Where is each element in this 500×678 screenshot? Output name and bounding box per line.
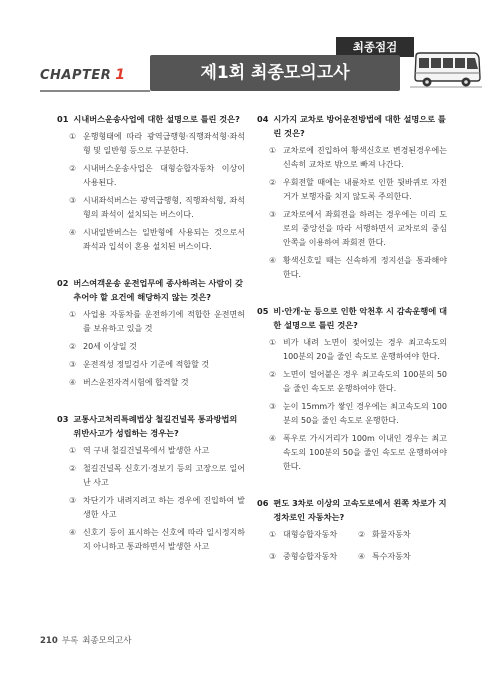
question xyxy=(57,412,245,554)
option-mark: ① xyxy=(269,338,277,347)
option-text: 시내일반버스는 일반형에 사용되는 것으로서 좌석과 입석이 혼용 설치된 버스이다. xyxy=(83,228,245,251)
question-text: 시내버스운송사업에 대한 설명으로 틀린 것은? xyxy=(73,114,240,124)
option-text: 역 구내 철길건널목에서 발생한 사고 xyxy=(83,446,210,455)
question-number: 02 xyxy=(57,278,69,288)
option-text: 교차로에서 좌회전을 하려는 경우에는 미리 도로의 중앙선을 따라 서행하면서 교차로의 중심 안쪽을 이용하여 좌회전 한다. xyxy=(283,210,447,247)
option-text: 황색신호일 때는 신속하게 정지선을 통과해야 한다. xyxy=(283,256,447,279)
footer-title: 최종모의고사 xyxy=(82,636,132,646)
answer-option xyxy=(269,550,358,564)
option-mark: ④ xyxy=(69,528,77,537)
option-text: 운전적성 정밀검사 기준에 적합할 것 xyxy=(83,360,210,369)
option-text: 대형승합자동차 xyxy=(283,530,338,539)
question xyxy=(257,496,447,568)
page-number: 210 xyxy=(40,636,58,646)
question xyxy=(257,112,447,282)
section-tab: 최종점검 xyxy=(336,37,414,57)
footer-section: 부록 xyxy=(61,636,79,646)
option-mark: ④ xyxy=(269,256,277,265)
option-mark: ② xyxy=(358,530,366,539)
answer-option xyxy=(69,358,245,372)
option-text: 교차로에 진입하여 황색신호로 변경된경우에는 신속히 교차로 밖으로 빠져 나간다. xyxy=(283,146,447,169)
bus-icon xyxy=(410,50,482,90)
option-text: 차단기가 내려지려고 하는 경우에 진입하여 발생한 사고 xyxy=(83,496,245,519)
answer-option xyxy=(69,226,245,254)
chapter-divider xyxy=(40,90,150,92)
option-mark: ③ xyxy=(269,402,277,411)
question-text: 교통사고처리특례법상 철길건널목 통과방법의 위반사고가 성립하는 경우는? xyxy=(73,414,238,438)
answer-option xyxy=(69,444,245,458)
chapter-label xyxy=(40,62,126,88)
option-mark: ① xyxy=(69,446,77,455)
option-mark: ④ xyxy=(69,378,77,387)
option-mark: ② xyxy=(269,370,277,379)
option-mark: ② xyxy=(69,342,77,351)
option-mark: ③ xyxy=(69,196,77,205)
option-text: 신호기 등이 표시하는 신호에 따라 일시정지하지 아니하고 통과하면서 발생한 사고 xyxy=(83,528,245,551)
left-column xyxy=(57,112,245,576)
answer-option xyxy=(358,528,447,542)
option-mark: ④ xyxy=(69,228,77,237)
answer-option xyxy=(69,130,245,158)
option-text: 사업용 자동차를 운전하기에 적합한 운전면허를 보유하고 있을 것 xyxy=(83,310,245,333)
answer-option xyxy=(69,340,245,354)
option-mark: ② xyxy=(69,164,77,173)
question xyxy=(57,112,245,254)
answer-option xyxy=(69,376,245,390)
option-text: 폭우로 가시거리가 100m 이내인 경우는 최고속도의 100분의 50을 줄인 속도로 운행하여야 한다. xyxy=(283,434,447,471)
question-text: 비·안개·눈 등으로 인한 악천후 시 감속운행에 대한 설명으로 틀린 것은? xyxy=(273,306,448,330)
option-text: 눈이 15mm가 쌓인 경우에는 최고속도의 100분의 50을 줄인 속도로 운행한다. xyxy=(283,402,447,425)
option-mark: ③ xyxy=(69,496,77,505)
answer-option xyxy=(69,194,245,222)
option-mark: ④ xyxy=(358,552,366,561)
chapter-number: 1 xyxy=(115,67,126,83)
option-text: 시내버스운송사업은 대형승합자동차 이상이 사용된다. xyxy=(83,164,245,187)
answer-option xyxy=(269,254,447,282)
answer-option xyxy=(269,368,447,396)
option-mark: ④ xyxy=(269,434,277,443)
question-number: 06 xyxy=(257,498,269,508)
question-number: 03 xyxy=(57,414,69,424)
option-mark: ② xyxy=(269,178,277,187)
answer-option xyxy=(269,528,358,542)
option-text: 중형승합자동차 xyxy=(283,552,338,561)
answer-option xyxy=(269,144,447,172)
answer-option xyxy=(69,494,245,522)
option-text: 화물자동차 xyxy=(372,530,411,539)
option-mark: ③ xyxy=(269,210,277,219)
page-footer xyxy=(40,634,460,646)
chapter-text: CHAPTER xyxy=(40,68,112,83)
answer-option xyxy=(69,462,245,490)
question-number: 01 xyxy=(57,114,69,124)
question-text: 시가지 교차로 방어운전방법에 대한 설명으로 틀린 것은? xyxy=(273,114,446,138)
question-text: 편도 3차로 이상의 고속도로에서 왼쪽 차로가 지정차로인 자동차는? xyxy=(273,498,447,522)
option-text: 버스운전자격시험에 합격할 것 xyxy=(83,378,189,387)
answer-option xyxy=(269,208,447,250)
option-mark: ③ xyxy=(269,552,277,561)
option-mark: ① xyxy=(269,146,277,155)
option-mark: ① xyxy=(269,530,277,539)
option-text: 운행형태에 따라 광역급행형·직행좌석형·좌석형 및 일반형 등으로 구분한다. xyxy=(83,132,245,155)
question-number: 05 xyxy=(257,306,269,316)
answer-option xyxy=(269,432,447,474)
right-column xyxy=(257,112,447,590)
option-text: 비가 내려 노면이 젖어있는 경우 최고속도의 100분의 20을 줄인 속도로 운행하여야 한다. xyxy=(283,338,447,361)
page-header xyxy=(0,0,500,100)
option-text: 노면이 얼어붙은 경우 최고속도의 100분의 50을 줄인 속도로 운행하여야 한다. xyxy=(283,370,447,393)
option-text: 우회전할 때에는 내륜차로 인한 뒷바퀴로 자전거가 보행자를 치지 않도록 주의한다. xyxy=(283,178,447,201)
answer-option xyxy=(358,550,447,564)
answer-option xyxy=(69,526,245,554)
answer-option xyxy=(269,336,447,364)
question xyxy=(57,276,245,390)
page-title: 제1회 최종모의고사 xyxy=(150,55,400,91)
answer-option xyxy=(269,400,447,428)
question-number: 04 xyxy=(257,114,269,124)
option-mark: ① xyxy=(69,132,77,141)
option-mark: ① xyxy=(69,310,77,319)
option-text: 철길건널목 신호기·경보기 등의 고장으로 일어난 사고 xyxy=(83,464,245,487)
option-mark: ③ xyxy=(69,360,77,369)
question xyxy=(257,304,447,474)
answer-option xyxy=(269,176,447,204)
answer-option xyxy=(69,162,245,190)
option-text: 시내좌석버스는 광역급행형, 직행좌석형, 좌석형의 좌석이 설치되는 버스이다. xyxy=(83,196,245,219)
option-mark: ② xyxy=(69,464,77,473)
option-text: 특수자동차 xyxy=(372,552,411,561)
answer-option xyxy=(69,308,245,336)
option-text: 20세 이상일 것 xyxy=(83,342,137,351)
question-text: 버스여객운송 운전업무에 종사하려는 사람이 갖추어야 할 요건에 해당하지 않는 것은? xyxy=(73,278,243,302)
